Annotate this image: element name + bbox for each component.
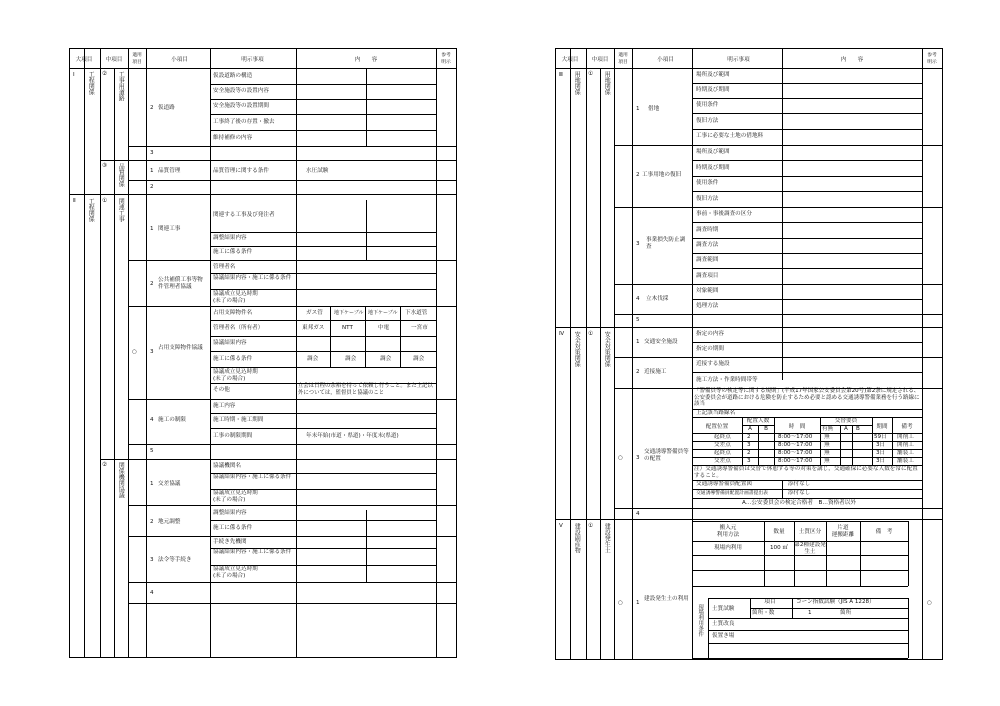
- section-2-dai: 工程関係: [87, 198, 95, 222]
- spec-item: 品質管理に関する条件: [213, 168, 269, 174]
- right-spec-page: [555, 48, 943, 660]
- genba-side-label: 現場利用条件: [697, 604, 704, 637]
- naiyo-divider: [782, 68, 783, 380]
- haichi-label: 交通誘導警備員配置図: [696, 481, 752, 487]
- group-label: 立木伐採: [646, 296, 669, 302]
- joken-cell: 調会: [380, 356, 392, 362]
- guard-cell: 3: [747, 458, 751, 464]
- section-1b-small: 品質管理: [158, 168, 181, 174]
- guard-cell: 舗装工: [897, 458, 914, 464]
- row-number: 4: [150, 590, 154, 596]
- spec-item: 調査方法: [696, 242, 719, 248]
- guard-cell: 3: [747, 442, 751, 448]
- spec-item: 占用支障物件名: [213, 310, 253, 316]
- spec-item: 協議成立見込時期 (未了の場合): [213, 291, 258, 304]
- group-label: 事業損失防止調査: [646, 237, 686, 250]
- spec-item: 処理方法: [696, 303, 719, 309]
- spec-item: 協議結果内容・施工に係る条件: [213, 275, 292, 281]
- row-number: 1: [150, 226, 154, 232]
- spec-item: 管理者名（所有者）: [213, 325, 264, 331]
- guard-cell: 3日: [876, 442, 886, 448]
- row-number: 3: [150, 150, 154, 156]
- basho-unit: 箇所: [840, 610, 852, 616]
- spec-item: 事前・事後調査の区分: [696, 211, 752, 217]
- th-ninzu: 配置人数: [746, 418, 770, 424]
- guard-cell: 舗装工: [897, 450, 914, 456]
- spec-value: 水圧試験: [306, 168, 329, 174]
- spec-item: 指定の期間: [696, 346, 724, 352]
- th-dositsu: 土質区分: [798, 529, 822, 535]
- spec-item: 施工に係る条件: [213, 525, 253, 531]
- th-jikan: 時 間: [788, 424, 806, 430]
- bukken-cell: 地下ケーブル: [368, 310, 398, 316]
- header-naiyo: 内 容: [354, 57, 378, 63]
- spec-item: 施工に係る条件: [213, 249, 253, 255]
- spec-item: 復旧方法: [696, 196, 719, 202]
- spec-item: 工事終了後の存置・撤去: [213, 119, 275, 125]
- section-2-chu: 関連工事: [117, 198, 125, 222]
- group-label: 法令等手続き: [158, 557, 192, 563]
- spec-item: 安全施設等の設置内容: [213, 88, 269, 94]
- hatsudo-cell: 第2種建設発生土: [794, 542, 826, 555]
- spec-item: 協議成立見込時期 (未了の場合): [213, 369, 258, 382]
- th-b: B: [764, 426, 768, 432]
- section-5-dai: 建設副産物: [573, 523, 581, 553]
- spec-item: 手続き先機関: [213, 539, 247, 545]
- kanri-cell: 一宮市: [411, 325, 428, 331]
- guard-cell: 交差点: [714, 442, 731, 448]
- th-basho: 配置位置: [705, 424, 729, 430]
- section-4-chu-number: ①: [588, 331, 594, 337]
- header-sanko: 参考 明示: [441, 53, 451, 65]
- spec-item: その他: [213, 387, 230, 393]
- kairyo-label: 土質改良: [712, 621, 735, 627]
- koumoku-value: コーン指数試験（JIS A 1228）: [796, 599, 875, 605]
- spec-item: 時期及び期間: [696, 87, 730, 93]
- guard-cell: 2: [747, 450, 751, 456]
- spec-item: 対象範囲: [696, 288, 719, 294]
- guard-cell: 8:00～17:00: [778, 450, 813, 456]
- karioki-label: 仮置き場: [712, 633, 735, 639]
- row-number: 3: [150, 349, 154, 355]
- spec-item: 調査範囲: [696, 257, 719, 263]
- spec-item: 使用条件: [696, 102, 719, 108]
- spec-item: 施工方法・作業時間帯等: [696, 377, 758, 383]
- row-number: 2: [150, 281, 154, 287]
- kanri-cell: 東邦ガス: [302, 325, 325, 331]
- th-a: A: [748, 426, 752, 432]
- kanri-cell: NTT: [342, 325, 353, 331]
- spec-item: 協議成立見込時期 (未了の場合): [213, 566, 258, 579]
- group-label: 借地: [648, 106, 660, 112]
- spec-item: 施工時期・施工期間: [213, 417, 264, 423]
- guard-cell: 無: [824, 434, 830, 440]
- section-1-number: Ⅰ: [73, 72, 75, 78]
- header-shokomoku: 小項目: [657, 57, 674, 63]
- th-kyori: 片道 運搬距離: [831, 525, 855, 538]
- spec-item: 協議結果内容・施工に係る条件: [213, 474, 292, 480]
- header-naiyo: 内 容: [840, 57, 864, 63]
- guard-cell: 3日: [876, 450, 886, 456]
- spec-item: 協議機関名: [213, 463, 241, 469]
- joken-cell: 調会: [307, 356, 319, 362]
- spec-item: 工事に必要な土地の借地料: [696, 133, 764, 139]
- guard-note: 注）交通誘導警備員は交替で休憩する等の対策を講じ，交通確保に必要な人数を常に配置すること。: [694, 466, 918, 479]
- group-label: 施工の制限: [158, 417, 186, 423]
- section-4-dai: 安全対策関係: [573, 331, 581, 367]
- section-1-small: 仮道路: [158, 105, 175, 111]
- group-label: 近接施工: [644, 369, 667, 375]
- spec-item: 協議結果内容: [213, 340, 247, 346]
- th-kubun: 交替要員: [834, 418, 858, 424]
- left-spec-page: [69, 48, 457, 658]
- row-number: 1: [636, 600, 640, 606]
- spec-item: 時期及び期間: [696, 165, 730, 171]
- guard-cell: 無: [824, 458, 830, 464]
- seigen-value: 年末年始(市道・県道)・年度末(県道): [306, 433, 399, 439]
- group-label: 占用支障物件協議: [158, 345, 203, 351]
- spec-item: 維持補修の内容: [213, 135, 253, 141]
- spec-item: 安全施設等の設置期間: [213, 103, 269, 109]
- row-number: 2: [636, 369, 640, 375]
- bukken-cell: ガス管: [306, 310, 323, 316]
- header-meiji: 明示事項: [727, 57, 750, 63]
- header-shokomoku: 小項目: [171, 57, 188, 63]
- applicable-mark: ○: [618, 600, 623, 606]
- section-2b-chu: 関係機関協議: [117, 462, 125, 498]
- guard-cell: 起終点: [714, 450, 731, 456]
- spec-item: 復旧方法: [696, 118, 719, 124]
- row-number: 1: [636, 106, 640, 112]
- spec-item: 近接する施設: [696, 361, 730, 367]
- guard-cell: 開削工: [897, 434, 914, 440]
- basho-label: 箇所・数: [752, 610, 775, 616]
- spec-item: 仮設道路の構造: [213, 73, 253, 79]
- section-3-chu: 用地関係: [603, 71, 611, 95]
- koumoku-label: 項目: [764, 599, 776, 605]
- guard-cell: 8:00～17:00: [778, 458, 813, 464]
- guard-cell: 8:00～17:00: [778, 442, 813, 448]
- spec-item: 指定の内容: [696, 331, 724, 337]
- section-4-chu: 安全対策関係: [603, 331, 611, 367]
- spec-item: 調整結果内容: [213, 235, 247, 241]
- spec-item: 場所及び範囲: [696, 149, 730, 155]
- row-number: 3: [636, 455, 640, 461]
- section-2-chu-number: ①: [102, 198, 108, 204]
- spec-item: 管理者名: [213, 264, 236, 270]
- spec-item: 調査項目: [696, 273, 719, 279]
- haichi-value: 添付なし: [788, 481, 811, 487]
- row-number: 4: [636, 296, 640, 302]
- row-number: 4: [150, 417, 154, 423]
- section-1-chu-number: ②: [102, 71, 108, 77]
- spec-item: 関連する工事及び発注者: [213, 212, 275, 218]
- dositsu-test-label: 土質試験: [712, 606, 735, 612]
- th-biko: 備 考: [875, 529, 893, 535]
- guard-cell: 開削工: [897, 442, 914, 448]
- group-label: 建設発生土の利用: [644, 596, 689, 602]
- header-daikomoku: 大項目: [561, 57, 579, 63]
- group-label: 交通誘導警備員等の配置: [644, 449, 689, 462]
- sonota-note: 立会は日程の余裕を持って依頼し行うこと。また上記以外については，監督員と協議のこと: [298, 383, 433, 396]
- row-number: 3: [150, 557, 154, 563]
- guard-cell: 8:00～17:00: [778, 434, 813, 440]
- row-number: 5: [636, 317, 640, 323]
- section-3-number: Ⅲ: [559, 72, 563, 78]
- section-5-number: Ⅴ: [559, 523, 563, 529]
- section-1-chu: 工事用道路: [117, 71, 125, 101]
- section-2-number: Ⅱ: [73, 198, 76, 204]
- spec-item: 調整結果内容: [213, 510, 247, 516]
- th-suryo: 数量: [773, 529, 785, 535]
- guard-cell: 3日: [876, 458, 886, 464]
- th-kikan: 期間: [876, 424, 888, 430]
- section-5-chu: 建設発生土: [603, 523, 611, 553]
- spec-item: 施工に係る条件: [213, 356, 253, 362]
- keikaku-value: 添付なし: [788, 490, 811, 496]
- guard-legend: A…公安委員会の検定合格者 B…資格者以外: [742, 500, 856, 506]
- guard-cell: 起終点: [714, 434, 731, 440]
- guard-cell: 2: [747, 434, 751, 440]
- spec-item: 使用条件: [696, 180, 719, 186]
- guard-cell: 無: [824, 450, 830, 456]
- section-3-dai: 用地関係: [573, 71, 581, 95]
- guard-cell: 無: [824, 442, 830, 448]
- spec-item: 調査時期: [696, 227, 719, 233]
- joken-cell: 調会: [345, 356, 357, 362]
- applicable-mark: ○: [618, 455, 623, 461]
- group-label: 工事用地の復旧: [642, 172, 682, 178]
- spec-item: 施工内容: [213, 403, 236, 409]
- guard-cell: 交差点: [714, 458, 731, 464]
- th-a2: A: [844, 426, 848, 432]
- basho-value: 1: [808, 610, 812, 616]
- bukken-cell: 下水道管: [405, 310, 428, 316]
- section-4-number: Ⅳ: [559, 331, 565, 337]
- header-chukomoku: 中項目: [105, 57, 123, 63]
- spec-item: 協議成立見込時期 (未了の場合): [213, 490, 258, 503]
- rosen-label: 上記該当路線名: [696, 410, 736, 416]
- group-label: 公共補償工事等物件管理者協議: [158, 277, 203, 290]
- header-sanko: 参考 明示: [927, 53, 937, 65]
- section-5-chu-number: ①: [588, 523, 594, 529]
- row-number: 5: [150, 448, 154, 454]
- spec-item: 場所及び範囲: [696, 72, 730, 78]
- th-umu: 有無: [822, 426, 834, 432]
- kanri-cell: 中電: [378, 325, 390, 331]
- section-1b-chu-number: ③: [102, 163, 108, 169]
- th-b2: B: [856, 426, 860, 432]
- group-label: 関連工事: [158, 226, 181, 232]
- section-2b-chu-number: ②: [102, 462, 108, 468]
- row-number: 1: [636, 339, 640, 345]
- section-1b-chu: 品質関係: [117, 163, 125, 187]
- bukken-cell: 地下ケーブル: [334, 310, 364, 316]
- group-label: 交通安全施設: [644, 339, 678, 345]
- row-number: 2: [150, 184, 154, 190]
- group-label: 交差協議: [158, 481, 181, 487]
- header-tekiyo: 適用 項目: [132, 53, 142, 65]
- row-number: 4: [636, 511, 640, 517]
- row-number: 1: [150, 481, 154, 487]
- group-label: 地元調整: [158, 519, 181, 525]
- guard-cell: 59日: [874, 434, 887, 440]
- kentei-intro: 「警備員等の検定等に関する規則」(平成17年国家公安委員会第20号)第2条に規定される、公安委員会が道路における危険を防止するため必要と認める交通誘導警備業務を行う路線に該当: [694, 388, 920, 408]
- section-1-small-number: 2: [150, 105, 154, 111]
- hatsudo-cell: 100 ㎥: [769, 545, 789, 551]
- spec-item: 工事の制限期間: [213, 433, 253, 439]
- section-1-dai: 工程関係: [87, 71, 95, 95]
- header-tekiyo: 適用 項目: [618, 53, 628, 65]
- th-biko: 備考: [901, 424, 913, 430]
- row-number: 2: [636, 172, 640, 178]
- keikaku-label: 交通誘導警備員配置計画書提出表: [696, 491, 768, 496]
- hatsudo-cell: 現場内利用: [714, 545, 742, 551]
- header-chukomoku: 中項目: [591, 57, 609, 63]
- joken-cell: 調会: [413, 356, 425, 362]
- row-number: 1: [150, 168, 154, 174]
- section-3-chu-number: ①: [588, 71, 594, 77]
- th-hannyu: 搬入元 利用方法: [716, 525, 740, 538]
- row-number: 3: [636, 241, 640, 247]
- sanko-mark: ○: [927, 600, 932, 606]
- row-number: 2: [150, 519, 154, 525]
- spec-item: 協議結果内容・施工に係る条件: [213, 549, 292, 555]
- header-meiji: 明示事項: [241, 57, 264, 63]
- applicable-mark: ○: [132, 349, 137, 355]
- header-daikomoku: 大項目: [75, 57, 93, 63]
